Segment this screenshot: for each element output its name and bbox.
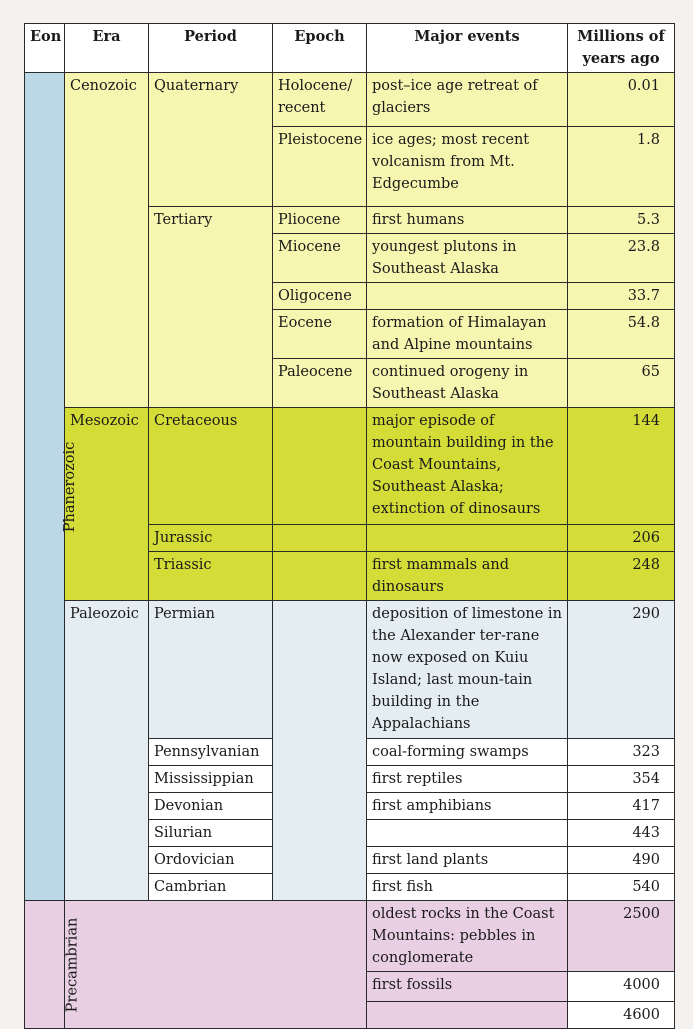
header-millions-years-ago: Millions of years ago [568, 24, 675, 73]
mya-cell: 4600 [568, 1002, 675, 1029]
mya-cell: 1.8 [568, 127, 675, 207]
epoch-miocene: Miocene [273, 234, 367, 283]
epoch-cell [273, 408, 367, 525]
era-cenozoic: Cenozoic [65, 73, 149, 408]
event-cell: first amphibians [367, 793, 568, 820]
header-era: Era [65, 24, 149, 73]
mya-cell: 144 [568, 408, 675, 525]
event-cell: oldest rocks in the Coast Mountains: pebbles in conglomerate [367, 901, 568, 972]
epoch-holocene: Holocene/ recent [273, 73, 367, 127]
event-cell: major episode of mountain building in the Coast Mountains, Southeast Alaska; extinction of dinosaurs [367, 408, 568, 525]
geologic-time-table [24, 23, 675, 1029]
period-devonian: Devonian [149, 793, 273, 820]
event-cell: deposition of limestone in the Alexander ter-rane now exposed on Kuiu Island; last moun-tain building in the Appalachians [367, 601, 568, 739]
mya-cell: 5.3 [568, 207, 675, 234]
event-cell: first humans [367, 207, 568, 234]
header-eon: Eon [25, 24, 65, 73]
mya-cell: 33.7 [568, 283, 675, 310]
mya-cell: 290 [568, 601, 675, 739]
event-cell: first mammals and dinosaurs [367, 552, 568, 601]
geologic-time-table-container [24, 23, 674, 1023]
event-cell [367, 525, 568, 552]
eon-label: Phanerozoic [62, 441, 79, 532]
mya-cell: 248 [568, 552, 675, 601]
era-paleozoic: Paleozoic [65, 601, 149, 901]
era-mesozoic: Mesozoic [65, 408, 149, 601]
event-cell: post–ice age retreat of glaciers [367, 73, 568, 127]
event-cell: coal-forming swamps [367, 739, 568, 766]
epoch-pleistocene: Pleistocene [273, 127, 367, 207]
header-epoch: Epoch [273, 24, 367, 73]
period-cambrian: Cambrian [149, 874, 273, 901]
epoch-oligocene: Oligocene [273, 283, 367, 310]
mya-cell: 540 [568, 874, 675, 901]
table-row [25, 901, 675, 972]
period-silurian: Silurian [149, 820, 273, 847]
precambrian-span-cell [65, 901, 367, 1029]
event-cell [367, 283, 568, 310]
mya-cell: 0.01 [568, 73, 675, 127]
mya-cell: 323 [568, 739, 675, 766]
event-cell: first fossils [367, 972, 568, 1002]
period-jurassic: Jurassic [149, 525, 273, 552]
mya-cell: 65 [568, 359, 675, 408]
mya-cell: 23.8 [568, 234, 675, 283]
mya-cell: 417 [568, 793, 675, 820]
eon-label: Precambrian [64, 917, 81, 1012]
mya-cell: 354 [568, 766, 675, 793]
epoch-pliocene: Pliocene [273, 207, 367, 234]
eon-precambrian [25, 901, 81, 1029]
epoch-cell [273, 552, 367, 601]
mya-cell: 490 [568, 847, 675, 874]
event-cell: formation of Himalayan and Alpine mountains [367, 310, 568, 359]
table-row [25, 408, 675, 525]
period-permian: Permian [149, 601, 273, 739]
event-cell: youngest plutons in Southeast Alaska [367, 234, 568, 283]
epoch-cell [273, 601, 367, 901]
header-period: Period [149, 24, 273, 73]
period-triassic: Triassic [149, 552, 273, 601]
epoch-eocene: Eocene [273, 310, 367, 359]
header-row [25, 24, 675, 73]
header-major-events: Major events [367, 24, 568, 73]
event-cell: first fish [367, 874, 568, 901]
mya-cell: 443 [568, 820, 675, 847]
event-cell: ice ages; most recent volcanism from Mt. Edgecumbe [367, 127, 568, 207]
epoch-paleocene: Paleocene [273, 359, 367, 408]
eon-phanerozoic [25, 73, 79, 901]
period-ordovician: Ordovician [149, 847, 273, 874]
epoch-cell [273, 525, 367, 552]
period-cretaceous: Cretaceous [149, 408, 273, 525]
period-tertiary: Tertiary [149, 207, 273, 408]
event-cell [367, 820, 568, 847]
period-quaternary: Quaternary [149, 73, 273, 207]
period-pennsylvanian: Pennsylvanian [149, 739, 273, 766]
period-mississippian: Mississippian [149, 766, 273, 793]
table-row [25, 73, 675, 127]
event-cell [367, 1002, 568, 1029]
mya-cell: 4000 [568, 972, 675, 1002]
event-cell: continued orogeny in Southeast Alaska [367, 359, 568, 408]
mya-cell: 2500 [568, 901, 675, 972]
mya-cell: 206 [568, 525, 675, 552]
table-row [25, 601, 675, 739]
event-cell: first reptiles [367, 766, 568, 793]
event-cell: first land plants [367, 847, 568, 874]
mya-cell: 54.8 [568, 310, 675, 359]
